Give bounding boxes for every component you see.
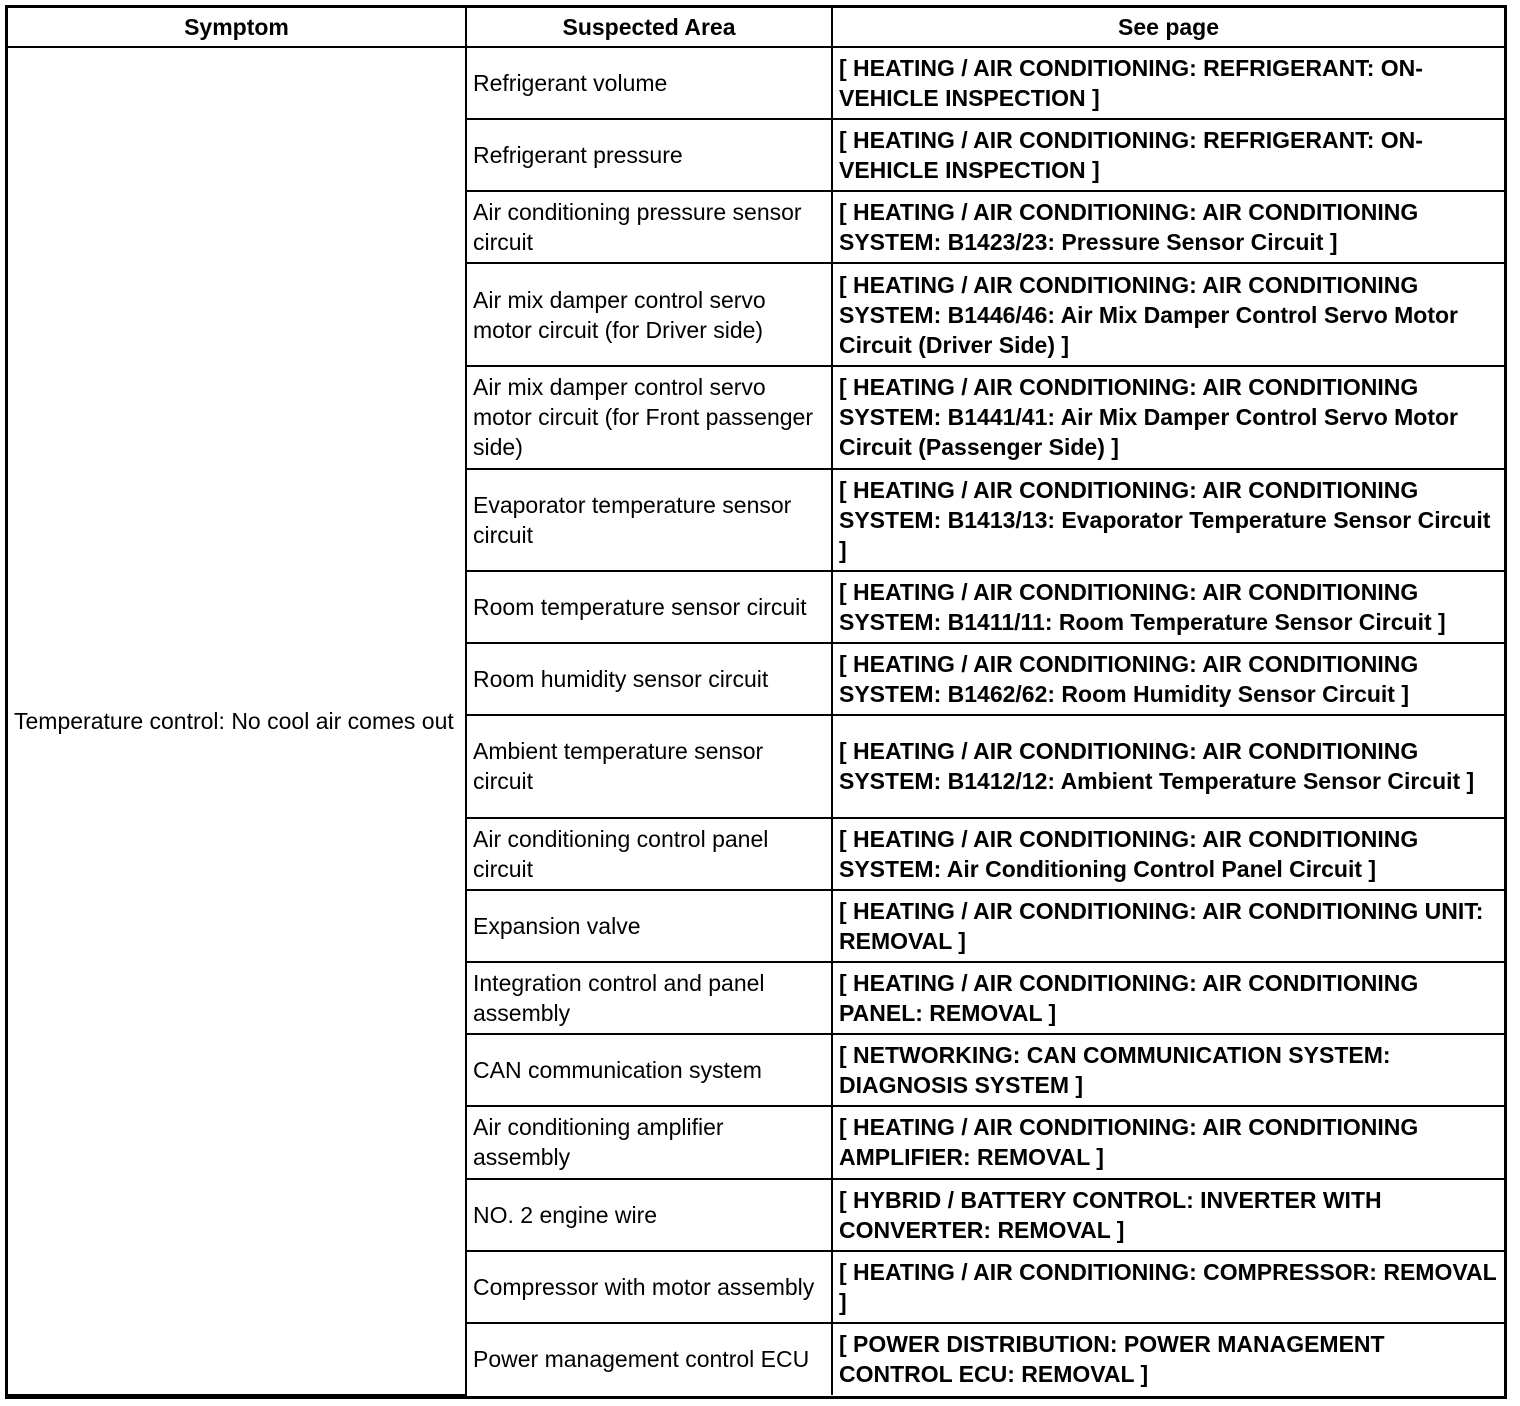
suspected-area-cell: Air conditioning amplifier assembly [466,1106,832,1178]
see-page-link[interactable]: [ HEATING / AIR CONDITIONING: AIR CONDITIONING SYSTEM: B1412/12: Ambient Temperature Sensor Circuit ] [832,715,1504,818]
suspected-area-cell: Room temperature sensor circuit [466,571,832,643]
suspected-area-cell: NO. 2 engine wire [466,1179,832,1251]
suspected-area-cell: Evaporator temperature sensor circuit [466,469,832,571]
see-page-link[interactable]: [ NETWORKING: CAN COMMUNICATION SYSTEM: DIAGNOSIS SYSTEM ] [832,1034,1504,1106]
suspected-area-cell: Air mix damper control servo motor circuit (for Front passenger side) [466,366,832,468]
suspected-area-cell: Air conditioning control panel circuit [466,818,832,890]
see-page-link[interactable]: [ POWER DISTRIBUTION: POWER MANAGEMENT CONTROL ECU: REMOVAL ] [832,1323,1504,1395]
suspected-area-cell: Integration control and panel assembly [466,962,832,1034]
symptom-cell: Temperature control: No cool air comes out [8,47,466,1395]
see-page-link[interactable]: [ HEATING / AIR CONDITIONING: AIR CONDITIONING SYSTEM: Air Conditioning Control Panel Circuit ] [832,818,1504,890]
troubleshooting-table-frame [5,5,1507,1399]
suspected-area-cell: Power management control ECU [466,1323,832,1395]
suspected-area-cell: Room humidity sensor circuit [466,643,832,715]
see-page-link[interactable]: [ HEATING / AIR CONDITIONING: AIR CONDITIONING SYSTEM: B1413/13: Evaporator Temperature Sensor Circuit ] [832,469,1504,571]
table-header-row [8,8,1504,47]
see-page-link[interactable]: [ HEATING / AIR CONDITIONING: AIR CONDITIONING PANEL: REMOVAL ] [832,962,1504,1034]
suspected-area-cell: CAN communication system [466,1034,832,1106]
see-page-link[interactable]: [ HEATING / AIR CONDITIONING: REFRIGERANT: ON-VEHICLE INSPECTION ] [832,119,1504,191]
header-see-page: See page [832,8,1504,47]
suspected-area-cell: Ambient temperature sensor circuit [466,715,832,818]
suspected-area-cell: Compressor with motor assembly [466,1251,832,1323]
see-page-link[interactable]: [ HEATING / AIR CONDITIONING: AIR CONDITIONING SYSTEM: B1462/62: Room Humidity Sensor Circuit ] [832,643,1504,715]
header-symptom: Symptom [8,8,466,47]
see-page-link[interactable]: [ HEATING / AIR CONDITIONING: AIR CONDITIONING SYSTEM: B1411/11: Room Temperature Sensor Circuit ] [832,571,1504,643]
see-page-link[interactable]: [ HYBRID / BATTERY CONTROL: INVERTER WITH CONVERTER: REMOVAL ] [832,1179,1504,1251]
see-page-link[interactable]: [ HEATING / AIR CONDITIONING: AIR CONDITIONING UNIT: REMOVAL ] [832,890,1504,962]
suspected-area-cell: Air conditioning pressure sensor circuit [466,191,832,263]
see-page-link[interactable]: [ HEATING / AIR CONDITIONING: COMPRESSOR: REMOVAL ] [832,1251,1504,1323]
table-row [8,47,1504,119]
suspected-area-cell: Refrigerant volume [466,47,832,119]
see-page-link[interactable]: [ HEATING / AIR CONDITIONING: AIR CONDITIONING SYSTEM: B1441/41: Air Mix Damper Control Servo Motor Circuit (Passenger Side) ] [832,366,1504,468]
see-page-link[interactable]: [ HEATING / AIR CONDITIONING: AIR CONDITIONING SYSTEM: B1446/46: Air Mix Damper Control Servo Motor Circuit (Driver Side) ] [832,263,1504,366]
see-page-link[interactable]: [ HEATING / AIR CONDITIONING: REFRIGERANT: ON-VEHICLE INSPECTION ] [832,47,1504,119]
header-suspected-area: Suspected Area [466,8,832,47]
suspected-area-cell: Air mix damper control servo motor circuit (for Driver side) [466,263,832,366]
see-page-link[interactable]: [ HEATING / AIR CONDITIONING: AIR CONDITIONING SYSTEM: B1423/23: Pressure Sensor Circuit ] [832,191,1504,263]
see-page-link[interactable]: [ HEATING / AIR CONDITIONING: AIR CONDITIONING AMPLIFIER: REMOVAL ] [832,1106,1504,1178]
problem-symptoms-table [8,8,1504,1396]
suspected-area-cell: Refrigerant pressure [466,119,832,191]
suspected-area-cell: Expansion valve [466,890,832,962]
